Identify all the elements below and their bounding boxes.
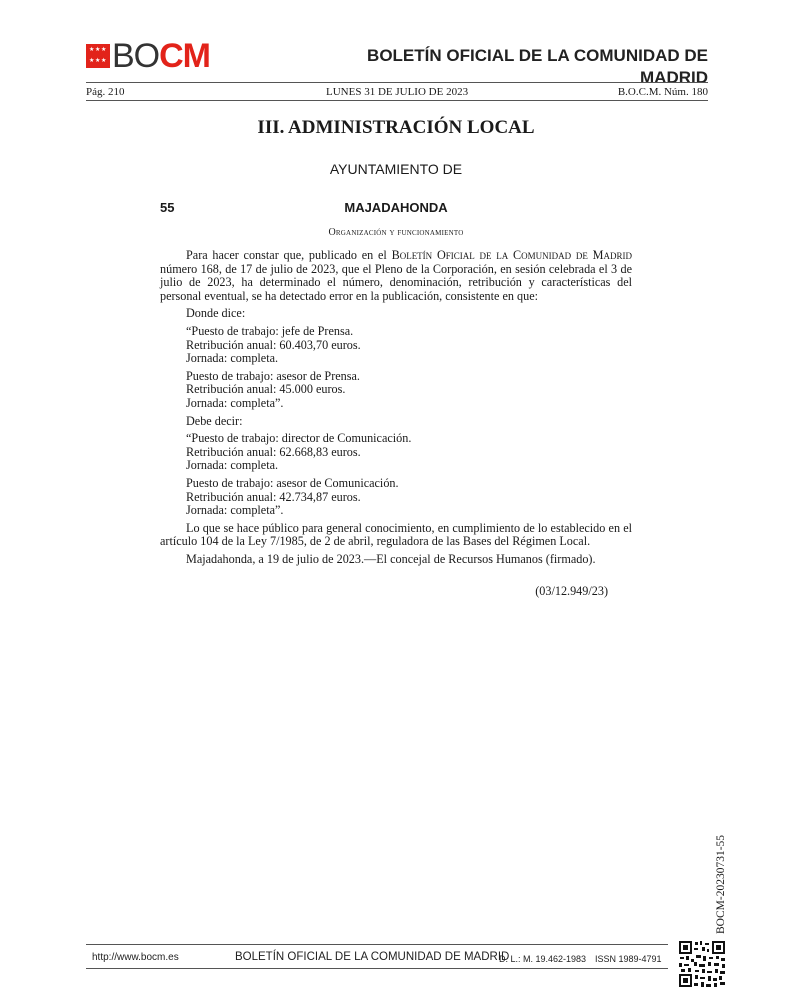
reference-code: (03/12.949/23) <box>535 584 608 598</box>
ayuntamiento-heading: AYUNTAMIENTO DE <box>329 161 463 177</box>
footer-title: BOLETÍN OFICIAL DE LA COMUNIDAD DE MADRID <box>235 951 510 963</box>
old-job-2: Puesto de trabajo: asesor de Prensa. Retribución anual: 45.000 euros. Jornada: completa”. <box>186 368 360 410</box>
page-number: Pág. 210 <box>86 86 125 98</box>
section-title: III. ADMINISTRACIÓN LOCAL <box>257 117 535 138</box>
issn: ISSN 1989-4791 <box>595 954 662 964</box>
announcement-number: 55 <box>160 200 175 215</box>
footer-rule-bottom <box>86 968 668 969</box>
bocm-logo: BOCM <box>112 37 211 75</box>
header-rule-top <box>86 82 708 83</box>
footer-rule-top <box>86 944 668 945</box>
new-job-1: “Puesto de trabajo: director de Comunicación. Retribución anual: 62.668,83 euros. Jornada: completa. <box>186 431 412 473</box>
subsection-title: Organización y funcionamiento <box>328 227 464 238</box>
town-name: MAJADAHONDA <box>344 200 448 215</box>
legal-deposit: D. L.: M. 19.462-1983 <box>499 954 587 964</box>
old-job-1: “Puesto de trabajo: jefe de Prensa. Retribución anual: 60.403,70 euros. Jornada: completa. <box>186 323 361 366</box>
issue-number: B.O.C.M. Núm. 180 <box>617 86 708 98</box>
bulletin-title: BOLETÍN OFICIAL DE LA COMUNIDAD DE MADRID <box>367 46 708 87</box>
issue-date: LUNES 31 DE JULIO DE 2023 <box>326 86 469 98</box>
debe-decir-label: Debe decir: <box>186 413 243 428</box>
side-document-code: BOCM-20230731-55 <box>715 834 727 934</box>
header-rule-bottom <box>86 100 708 101</box>
announcement-body <box>160 249 632 566</box>
qr-code <box>678 940 726 988</box>
donde-dice-label: Donde dice: <box>186 306 246 321</box>
signature-line: Majadahonda, a 19 de julio de 2023.—El concejal de Recursos Humanos (firmado). <box>186 551 596 566</box>
madrid-flag-logo: ★ ★ ★ ★ ★ ★ <box>86 44 110 68</box>
closing-paragraph: Lo que se hace público para general conocimiento, en cumplimiento de lo establecido en el artículo 104 de la Ley 7/1985, de 2 de abril, reguladora de las Bases del Régimen Local. <box>160 520 632 549</box>
intro-paragraph: Para hacer constar que, publicado en el Boletín Oficial de la Comunidad de Madrid número 168, de 17 de julio de 2023, que el Pleno de la Corporación, en sesión celebrada el 3 de julio de 2023, ha determinado el número, denominación, retribución y características del personal eventual, se ha detectado error en la publicación, consistente en que: <box>160 248 632 303</box>
new-job-2: Puesto de trabajo: asesor de Comunicación. Retribución anual: 42.734,87 euros. Jornada: completa”. <box>186 475 399 518</box>
footer-url[interactable]: http://www.bocm.es <box>92 952 179 963</box>
